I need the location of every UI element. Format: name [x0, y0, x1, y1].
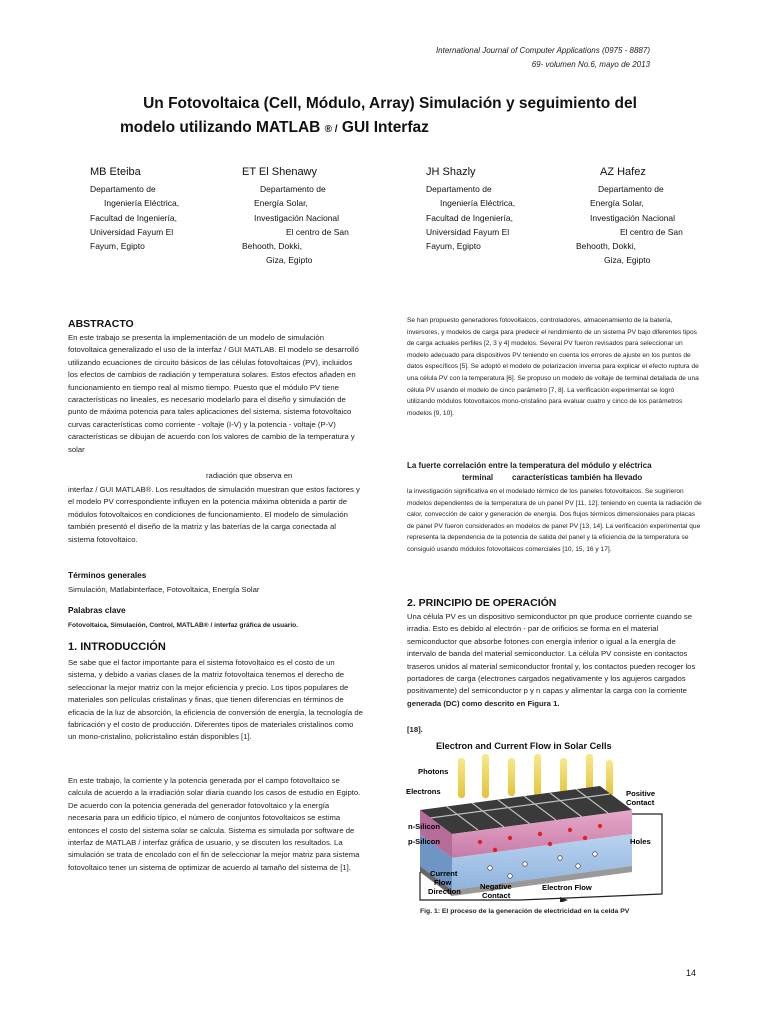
label-direction: Direction — [428, 887, 461, 896]
correlation-line-2b: características también ha llevado — [512, 473, 643, 482]
abstract-paragraph-2: interfaz / GUI MATLAB®. Los resultados de simulación muestran que estos factores y el modelo PV correspondiente influyen en la potencia máxima obtenida a partir de módulos fotovoltaicos en condiciones de funcionamiento. El modelo de simulación también presentó el diseño de la matriz y las baterías de la carga conectada al sistema fotovoltaico. — [68, 485, 360, 544]
label-holes: Holes — [630, 837, 651, 846]
section2-heading: 2. PRINCIPIO DE OPERACIÓN — [407, 597, 557, 609]
affiliation-line: Fayum, Egipto — [90, 241, 145, 252]
label-electrons: Electrons — [406, 787, 441, 796]
title-line2-main: modelo utilizando MATLAB — [120, 119, 321, 136]
author-block — [576, 164, 683, 268]
title-line2 — [60, 116, 720, 142]
abstract-heading: ABSTRACTO — [68, 318, 134, 330]
paper-title — [60, 92, 720, 142]
journal-header: International Journal of Computer Applications (0975 - 8887) — [435, 46, 650, 55]
author-name: AZ Hafez — [600, 166, 646, 178]
author-name: ET El Shenawy — [242, 166, 318, 178]
label-negative: Negative — [480, 882, 512, 891]
figure-caption: Fig. 1: El proceso de la generación de electricidad en la celda PV — [420, 908, 630, 915]
affiliation-line: Fayum, Egipto — [426, 241, 481, 252]
keywords-text: Fotovoltaica, Simulación, Control, MATLAB® / interfaz gráfica de usuario. — [68, 622, 299, 629]
right-paragraph-2: la investigación significativa en el modelado térmico de los paneles fotovoltaicos. Se sugirieron modelos dependientes de la temperatura de un panel PV [11, 12], teniendo en cuenta la radiación de calor, convección de calor y generación de energía. Dos flujos térmicos dimensionales para placas de panel PV fueron considerados en modelos de panel PV [13, 14]. La verificación experimental que representa la dependencia de la potencia de salida del panel y la eficiencia de la temperatura se consiguió usando módulos fotovoltaicos comerciales [10, 15, 16 y 17]. — [407, 488, 702, 553]
affiliation-line: Investigación Nacional — [254, 212, 340, 223]
affiliation-line: Ingeniería Eléctrica, — [104, 198, 180, 209]
affiliation-line: Ingeniería Eléctrica, — [440, 198, 516, 209]
page-number: 14 — [686, 968, 697, 978]
affiliation-line: Universidad Fayum El — [90, 226, 174, 237]
affiliation-line: Giza, Egipto — [604, 255, 651, 266]
author-name: MB Eteiba — [90, 166, 141, 178]
section2-text: Una célula PV es un dispositivo semiconductor pn que produce corriente cuando se irradia. Esto es debido al electrón - par de orificios se forma en el material semiconductor que absorbe fotones con energía inferior o igual a la energía de intervalo de banda del material semiconductor. La célula PV consiste en contactos traseros unidos al material semiconductor frontal y, los contactos pueden recoger los portadores de carga (electrones cargados negativamente y los agujeros cargados positivamente) del semiconductor p y n capas y alimentar la carga con la corriente — [407, 612, 696, 696]
affiliation-line: Universidad Fayum El — [426, 226, 510, 237]
reference-18: [18]. — [407, 725, 423, 734]
label-photons: Photons — [418, 767, 449, 776]
keywords-heading: Palabras clave — [68, 605, 126, 615]
affiliation-line: El centro de San — [286, 226, 349, 237]
correlation-line-1: La fuerte correlación entre la temperatura del módulo y eléctrica — [407, 461, 652, 470]
label-positive: Positive — [626, 789, 656, 798]
author-block — [242, 164, 349, 268]
affiliation-line: Facultad de Ingeniería, — [426, 212, 513, 223]
affiliation-line: Investigación Nacional — [590, 212, 676, 223]
label-flow: Flow — [434, 878, 452, 887]
label-contact-2: Contact — [482, 891, 511, 900]
label-contact-1: Contact — [626, 798, 655, 807]
abstract-paragraph: En este trabajo se presenta la implementación de un modelo de simulación fotovoltaica generalizado el uso de la interfaz / GUI MATLAB. El modelo se desarrolló utilizando ecuaciones de circuito básicos de las células fotovoltaicas (PV), incluidos los efectos de cambios de radiación y temperatura solares. Estos efectos añaden en funcionamiento en tiempo real al mismo tiempo. Puesto que el módulo PV tiene características no lineales, es necesario modelarlo para el diseño y simulación de punto de máxima potencia para tales aplicaciones del sistema. sistema fotovoltaico curvas características como corriente - voltaje (I-V) y la potencia - voltaje (P-V) características se dibujan de acuerdo con los valores de cambio de la temperatura y solar — [68, 333, 359, 454]
solar-cell-diagram — [400, 754, 710, 902]
right-paragraph-1: Se han propuesto generadores fotovoltaicos, controladores, almacenamiento de la batería, inversores, y modelos de carga para predecir el rendimiento de un sistema PV bajo diferentes tipos de carga actuales perfiles [2, 3 y 4] modelos. Several PV fueron revisados para seleccionar un modelo adecuado para dispositivos PV teniendo en cuenta los errores de ajuste en los puntos de datos específicos [5]. Se adoptó el modelo de polarización inversa para explicar el efecto ruptura de una célula PV con la temperatura [6]. Se propuso un modelo de voltaje de terminal detallada de una célula PV usando el modelo de cinco parámetro [7, 8]. La verificación experimental se logró utilizando módulos fotovoltaicos mono-cristalino para evaluar cuatro y cinco de los parámetros modelos [9, 10]. — [407, 317, 699, 417]
title-registered: ® / — [324, 124, 338, 135]
affiliation-line: Energía Solar, — [254, 198, 308, 209]
affiliation-line: Energía Solar, — [590, 198, 644, 209]
affiliation-line: Behooth, Dokki, — [242, 241, 303, 252]
section2-paragraph — [407, 611, 703, 710]
volume-header: 69- volumen No.6, mayo de 2013 — [531, 60, 650, 69]
author-block — [90, 164, 179, 253]
title-line2-end: GUI Interfaz — [341, 119, 429, 136]
affiliation-line: Departamento de — [90, 184, 156, 194]
label-n-silicon: n-Silicon — [408, 822, 441, 831]
terms-heading: Términos generales — [68, 570, 147, 580]
affiliation-line: Behooth, Dokki, — [576, 241, 637, 252]
affiliation-line: Giza, Egipto — [266, 255, 313, 266]
affiliation-line: Departamento de — [598, 184, 664, 194]
correlation-line-2a: terminal — [462, 473, 494, 482]
intro-paragraph-1: Se sabe que el factor importante para el sistema fotovoltaico es el costo de un sistema, y debido a varias clases de la matriz fotovoltaica tenemos el derecho de seleccionar la mejor matriz con la mejor eficiencia y precio. Los tipos populares de materiales son películas cristalinas y finas, que tienen diferencias en términos de eficacia de la luz de absorción, la eficiencia de conversión de energía, la tecnología de fabricación y el costo de producción. Diferentes tipos de materiales cristalinos como un mono-cristalino, policristalino están disponibles [1]. — [68, 658, 363, 742]
title-line1: Un Fotovoltaica (Cell, Módulo, Array) Simulación y seguimiento del — [143, 95, 637, 112]
figure-title: Electron and Current Flow in Solar Cells — [436, 741, 612, 751]
terms-text: Simulación, Matlabinterface, Fotovoltaica, Energía Solar — [68, 585, 260, 594]
label-electron-flow: Electron Flow — [542, 883, 592, 892]
abstract-continuation: radiación que observa en — [206, 471, 293, 480]
intro-paragraph-2: En este trabajo, la corriente y la potencia generada por el campo fotovoltaico se calcula de acuerdo a la irradiación solar diaria cuando los casos de estudio en Egipto. De acuerdo con la potencia generada del generador fotovoltaico y la energía necesaria para un edificio típico, el número de conjuntos fotovoltaicos se estima entonces el costo del sistema solar se calcula. Sistema es simulada por software de interfaz de MATLAB / interfaz gráfica de usuario, y se discuten los resultados. La simulación se trata de encolado con el fin de seleccionar la mejor matriz para sistema fotovoltaico tener un sistema de optimizar de acuerdo al tamaño del sistema de [1]. — [68, 776, 361, 872]
affiliation-line: El centro de San — [620, 226, 683, 237]
intro-heading: 1. INTRODUCCIÓN — [68, 641, 166, 653]
affiliation-line: Departamento de — [260, 184, 326, 194]
author-block — [426, 164, 515, 253]
author-name: JH Shazly — [426, 166, 476, 178]
label-current: Current — [430, 869, 458, 878]
affiliation-line: Departamento de — [426, 184, 492, 194]
section2-figure-ref: generada (DC) como descrito en Figura 1. — [407, 698, 560, 708]
affiliation-line: Facultad de Ingeniería, — [90, 212, 177, 223]
label-p-silicon: p-Silicon — [408, 837, 441, 846]
